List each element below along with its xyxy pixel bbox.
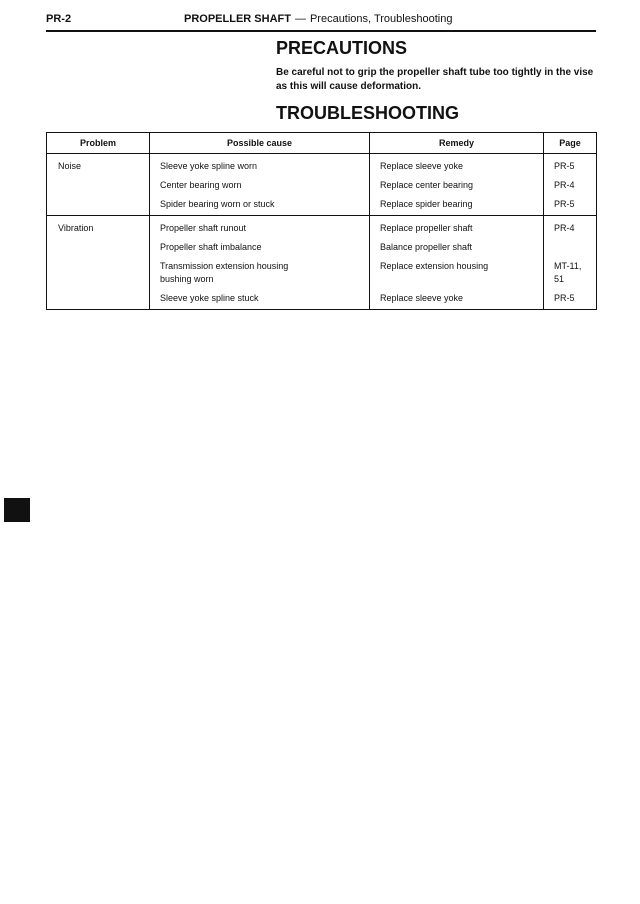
remedy-cell: Replace spider bearing (370, 195, 544, 216)
cause-cell: Propeller shaft imbalance (150, 238, 370, 257)
page-cell: PR-5 (544, 289, 597, 310)
table-row (47, 154, 597, 177)
problem-cell: Vibration (47, 216, 150, 310)
page-cell: PR-5 (544, 154, 597, 177)
column-header-page: Page (544, 133, 597, 154)
section-title-main: PROPELLER SHAFT (184, 13, 291, 25)
page-cell: PR-4 (544, 216, 597, 239)
troubleshooting-heading: TROUBLESHOOTING (276, 103, 459, 123)
cause-cell: Sleeve yoke spline stuck (150, 289, 370, 310)
section-title-separator: — (294, 13, 306, 25)
section-title-sub: Precautions, Troubleshooting (309, 13, 453, 25)
cause-cell: Sleeve yoke spline worn (150, 154, 370, 177)
cause-cell: Center bearing worn (150, 176, 370, 195)
remedy-cell: Replace extension housing (370, 257, 544, 289)
remedy-cell: Balance propeller shaft (370, 238, 544, 257)
section-title (184, 13, 452, 25)
problem-cell: Noise (47, 154, 150, 216)
remedy-cell: Replace center bearing (370, 176, 544, 195)
page-header (46, 11, 596, 32)
page-cell: PR-5 (544, 195, 597, 216)
page-cell: PR-4 (544, 176, 597, 195)
column-header-possible-cause: Possible cause (150, 133, 370, 154)
page-number: PR-2 (46, 13, 72, 25)
page-cell (544, 238, 597, 257)
cause-cell: Transmission extension housing bushing worn (150, 257, 370, 289)
cause-cell: Spider bearing worn or stuck (150, 195, 370, 216)
column-header-remedy: Remedy (370, 133, 544, 154)
column-header-problem: Problem (47, 133, 150, 154)
precaution-text: Be careful not to grip the propeller shaft tube too tightly in the vise as this will cause deformation. (276, 67, 594, 92)
precautions-heading: PRECAUTIONS (276, 38, 408, 58)
section-tab-marker (4, 498, 30, 522)
table-row (47, 216, 597, 239)
remedy-cell: Replace sleeve yoke (370, 154, 544, 177)
table-header-row (47, 133, 597, 154)
troubleshooting-table (46, 132, 597, 310)
remedy-cell: Replace sleeve yoke (370, 289, 544, 310)
cause-cell: Propeller shaft runout (150, 216, 370, 239)
remedy-cell: Replace propeller shaft (370, 216, 544, 239)
page-cell: MT-11, 51 (544, 257, 597, 289)
